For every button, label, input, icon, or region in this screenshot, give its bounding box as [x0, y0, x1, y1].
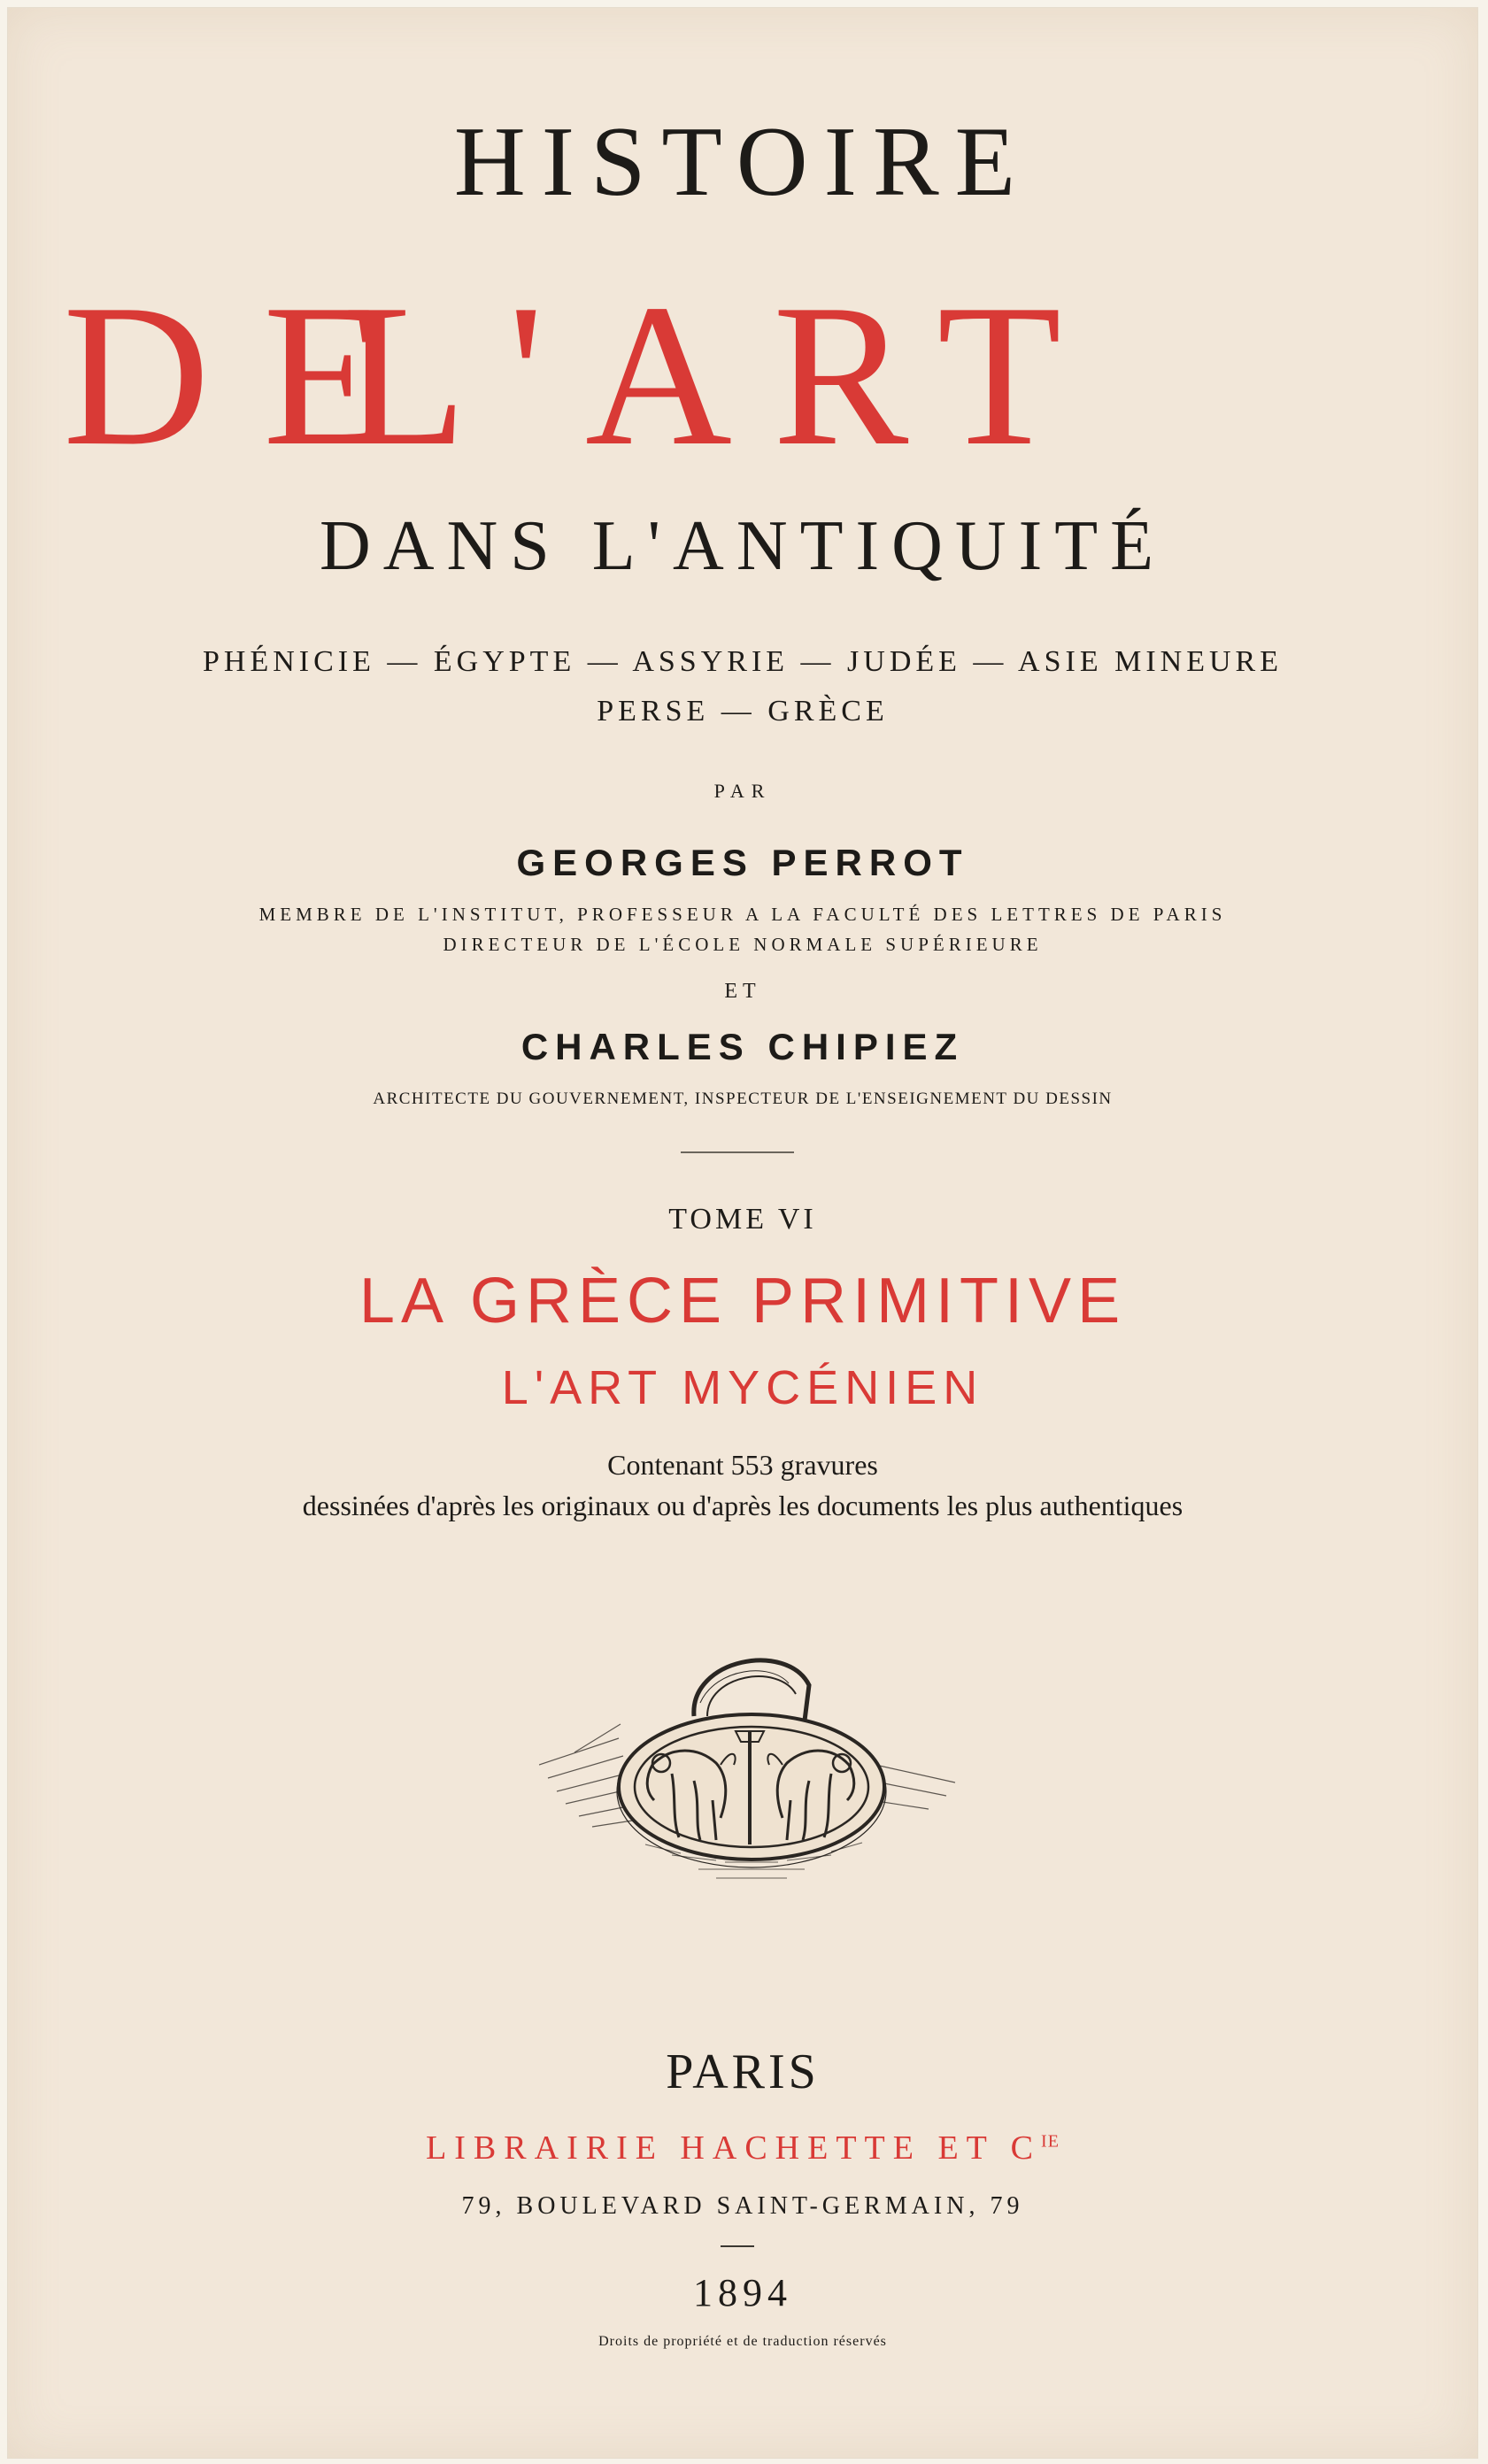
imprint-year: 1894 — [693, 2271, 792, 2314]
author-perrot: GEORGES PERROT — [516, 842, 969, 883]
imprint-city: PARIS — [666, 2044, 820, 2099]
et-label: ET — [724, 980, 761, 1003]
title-lart: L'ART — [343, 262, 1103, 488]
title-page — [7, 7, 1478, 2459]
contents-line-1: Contenant 553 gravures — [607, 1449, 878, 1481]
title-de: DE — [63, 262, 441, 488]
regions-line-1: PHÉNICIE — ÉGYPTE — ASSYRIE — JUDÉE — ASIE MINEURE — [203, 645, 1283, 678]
imprint-address: 79, BOULEVARD SAINT-GERMAIN, 79 — [461, 2192, 1024, 2220]
author-chipiez: CHARLES CHIPIEZ — [520, 1026, 965, 1067]
author-perrot-title-2: DIRECTEUR DE L'ÉCOLE NORMALE SUPÉRIEURE — [443, 934, 1043, 955]
imprint-rule — [721, 2245, 754, 2247]
title-dans-lantiquite: DANS L'ANTIQUITÉ — [319, 507, 1167, 585]
tome-label: TOME VI — [668, 1203, 817, 1236]
contents-line-2: dessinées d'après les originaux ou d'après les documents les plus authentiques — [302, 1490, 1183, 1521]
regions-line-2: PERSE — GRÈCE — [597, 695, 889, 728]
imprint-publisher — [8, 2129, 1477, 2168]
title-histoire: HISTOIRE — [453, 107, 1032, 217]
publisher-superscript: IE — [1041, 2131, 1060, 2152]
volume-subtitle-2: L'ART MYCÉNIEN — [501, 1361, 984, 1414]
author-chipiez-title: ARCHITECTE DU GOUVERNEMENT, INSPECTEUR DE L'ENSEIGNEMENT DU DESSIN — [373, 1090, 1113, 1108]
par-label: PAR — [713, 780, 772, 802]
publisher-name: LIBRAIRIE HACHETTE ET C — [426, 2129, 1042, 2167]
divider-rule — [681, 1151, 794, 1153]
volume-subtitle: LA GRÈCE PRIMITIVE — [359, 1266, 1127, 1336]
rights-notice: Droits de propriété et de traduction réservés — [598, 2334, 887, 2349]
signet-ring-icon — [539, 1632, 964, 1898]
author-perrot-title-1: MEMBRE DE L'INSTITUT, PROFESSEUR A LA FACULTÉ DES LETTRES DE PARIS — [258, 904, 1227, 925]
